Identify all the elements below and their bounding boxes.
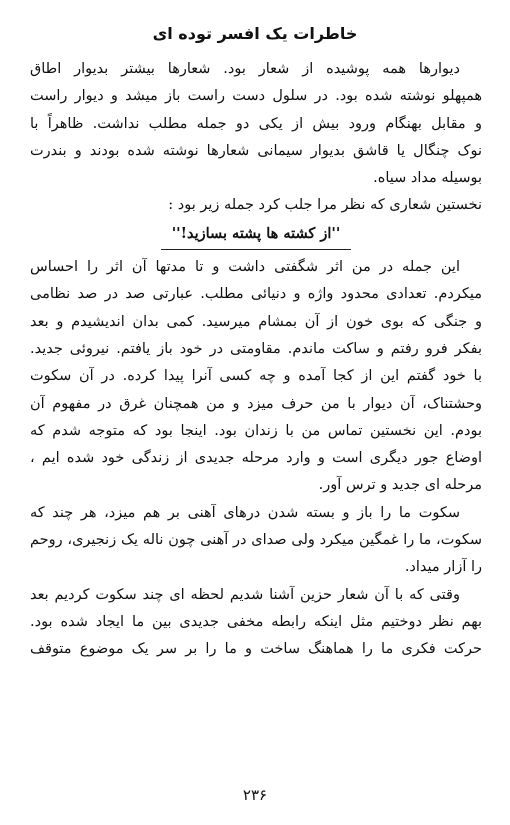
text-line: را آزار میداد. [404,559,482,576]
text-line: میکردم. تعدادی محدود واژه و دنیائی مطلب. عبارتی صد در صد نظامی [30,286,482,303]
text-line: و مقابل بهنگام ورود بیش از یکی دو جمله مطلب نداشت. ظاهراً با [30,115,482,132]
paragraph [30,56,482,192]
text-line: حرکت فکری ما را هماهنگ ساخت و ما را بر سر یک موضوع متوقف [30,641,482,658]
text-line: بوسیله مداد سیاه. [373,170,482,187]
text-line: مرحله ای جدید و ترس آور. [318,477,482,494]
quote-underline [161,249,351,250]
page-body [30,56,482,664]
text-line: بهم نظر دوختیم مثل اینکه رابطه مخفی جدیدی بین ما ایجاد شده بود. [30,613,482,630]
text-line: نخستین شعاری که نظر مرا جلب کرد جمله زیر بود : [168,197,482,214]
text-line: و جنگی که بوی خون از آن بمشام میرسید. کمی بدان اندیشیدم و بعد [30,313,482,330]
paragraph [30,582,482,664]
text-line: این جمله در من اثر شگفتی داشت و تا مدتها آن اثر را احساس [30,259,460,276]
paragraph [30,500,482,582]
text-line: دیوارها همه پوشیده از شعار بود. شعارها بیشتر بدیوار اطاق [30,61,460,77]
page-number: ۲۳۶ [242,786,268,804]
paragraph [30,192,482,219]
text-line: وحشتناک، آن دیوار با من حرف میزد و من همچنان غرق در مفهوم آن [30,395,482,412]
text-line: سکوت، ما را غمگین میکرد ولی صدای در آهنی چون ناله یک زنجیری، روحم [30,532,482,549]
text-line: نوک چنگال یا قاشق بدیوار سیمانی شعارها نوشته شده بودند و بندرت [30,142,482,159]
text-line: اوضاع جور دیگری است و وارد مرحله جدیدی از زندگی خود شده ایم ، [30,450,482,467]
text-line: بودم. این نخستین تماس من با زندان بود. اینجا بود که متوجه شدم که [30,422,482,439]
text-line: وقتی که با آن شعار حزین آشنا شدیم لحظه ای چند سکوت کردیم بعد [30,586,460,603]
text-line: با خود گفتم این از کجا آمده و چه کسی آنرا پیدا کرده. در آن سکوت [30,368,482,385]
running-header: خاطرات یک افسر توده ای [152,24,358,43]
text-line: همپهلو نوشته شده بود. در سلول دست راست باز میشد و دیوار راست [30,88,482,105]
slogan-quote [30,220,482,250]
quote-text: ''از کشته ها پشته بسازید!'' [171,224,341,242]
text-line: بفکر فرو رفتم و ساکت ماندم. مقاومتی در خود باز یافتم. نیروئی جدید. [30,340,482,357]
paragraph [30,254,482,500]
text-line: سکوت ما را باز و بسته شدن درهای آهنی بر هم میزد، هر چند که [30,504,460,521]
